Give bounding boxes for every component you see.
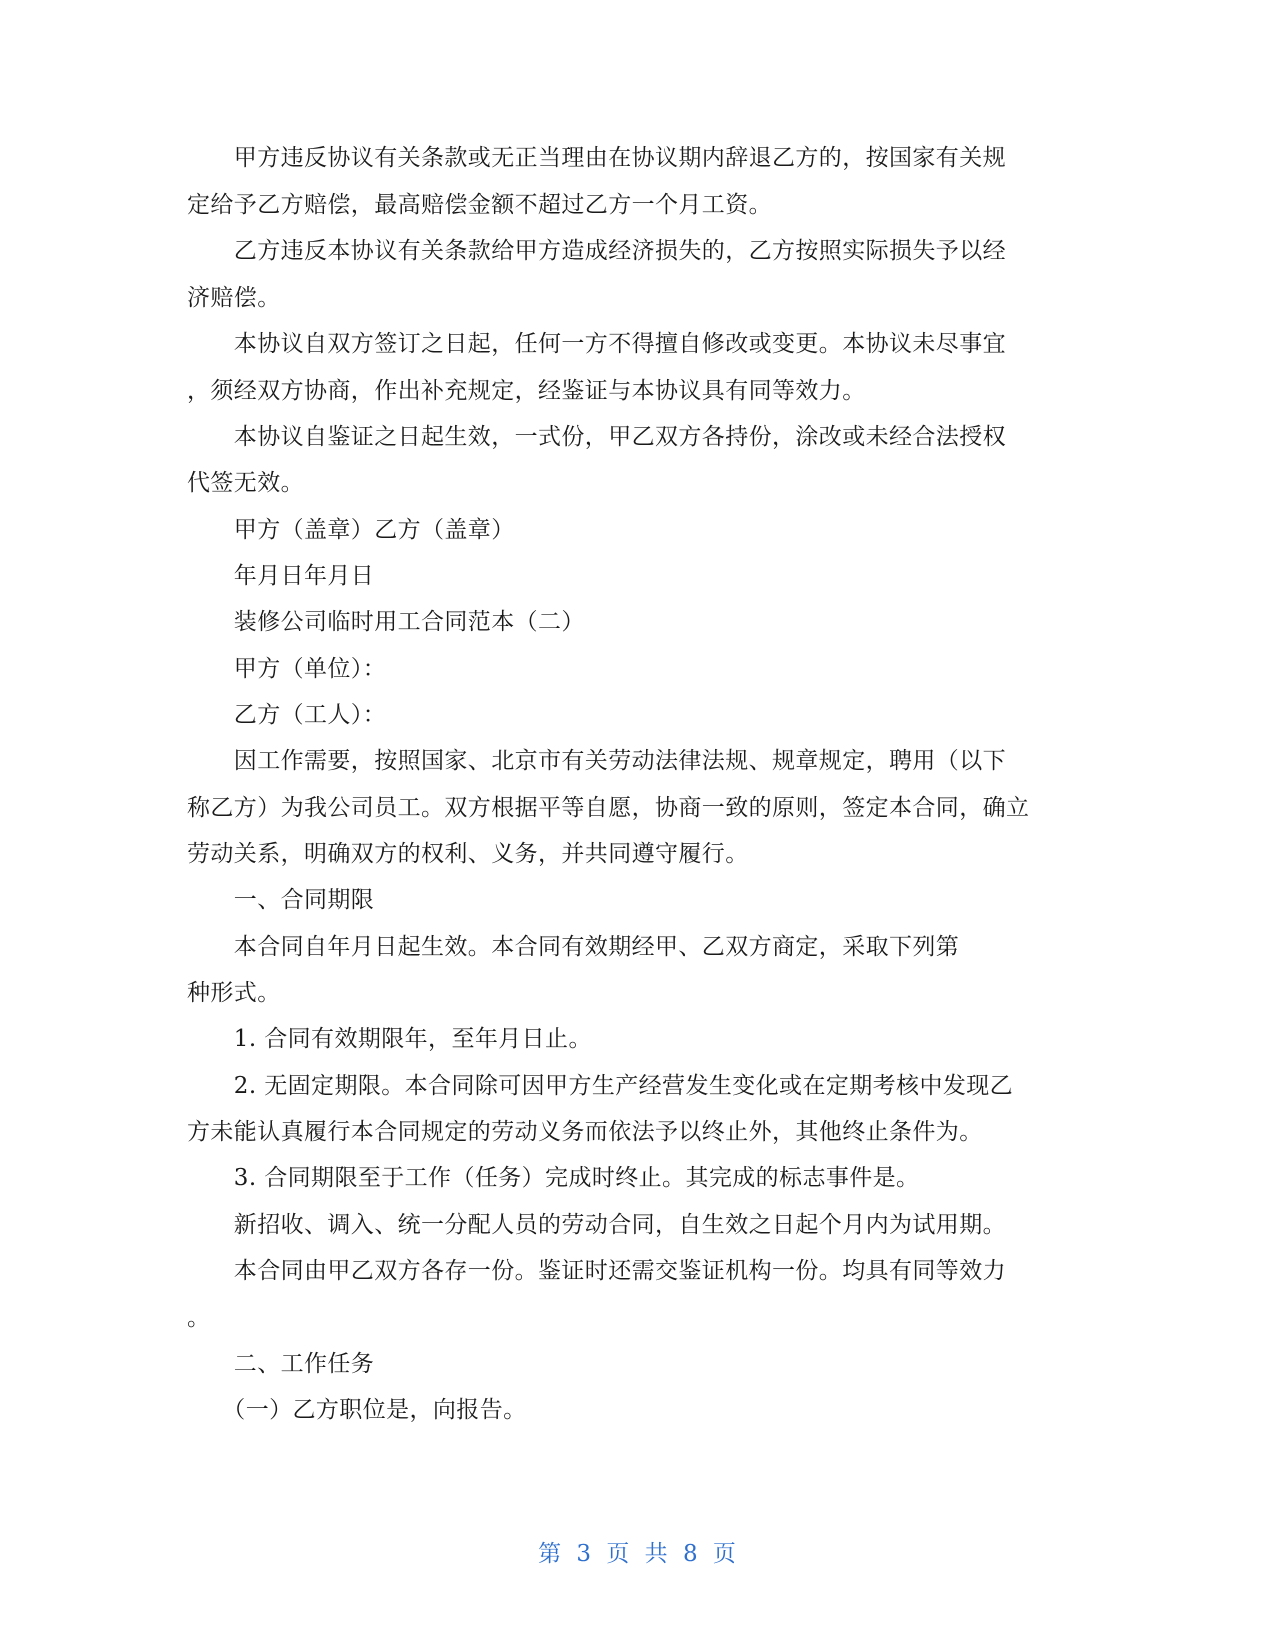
text-line: 年月日年月日 [187, 563, 375, 589]
text-line: 装修公司临时用工合同范本（二） [187, 609, 585, 635]
text-line: 2. 无固定期限。本合同除可因甲方生产经营发生变化或在定期考核中发现乙 [187, 1073, 1014, 1099]
text-line: 定给予乙方赔偿，最高赔偿金额不超过乙方一个月工资。 [187, 192, 772, 218]
text-line: 一、合同期限 [187, 887, 375, 913]
text-line: ，须经双方协商，作出补充规定，经鉴证与本协议具有同等效力。 [187, 378, 866, 404]
text-line: 。 [187, 1305, 211, 1331]
text-line: 3. 合同期限至于工作（任务）完成时终止。其完成的标志事件是。 [187, 1165, 920, 1191]
text-line: 甲方（单位）： [187, 656, 387, 682]
text-line: 1. 合同有效期限年，至年月日止。 [187, 1026, 592, 1052]
text-line: 甲方违反协议有关条款或无正当理由在协议期内辞退乙方的，按国家有关规 [187, 145, 1006, 171]
text-line: 本合同由甲乙双方各存一份。鉴证时还需交鉴证机构一份。均具有同等效力 [187, 1258, 1006, 1284]
text-line: 济赔偿。 [187, 285, 281, 311]
page-number-footer: 第 3 页 共 8 页 [538, 1541, 737, 1567]
text-line: 新招收、调入、统一分配人员的劳动合同，自生效之日起个月内为试用期。 [187, 1212, 1006, 1238]
text-line: 本协议自双方签订之日起，任何一方不得擅自修改或变更。本协议未尽事宜 [187, 331, 1006, 357]
text-line: 二、工作任务 [187, 1351, 375, 1377]
text-line: 甲方（盖章）乙方（盖章） [187, 517, 515, 543]
text-line: （一）乙方职位是，向报告。 [187, 1397, 527, 1423]
text-line: 因工作需要，按照国家、北京市有关劳动法律法规、规章规定，聘用（以下 [187, 748, 1006, 774]
text-line: 劳动关系，明确双方的权利、义务，并共同遵守履行。 [187, 841, 749, 867]
text-line: 代签无效。 [187, 470, 304, 496]
text-line: 乙方违反本协议有关条款给甲方造成经济损失的，乙方按照实际损失予以经 [187, 238, 1006, 264]
text-line: 乙方（工人）： [187, 702, 387, 728]
text-line: 种形式。 [187, 980, 281, 1006]
text-line: 本协议自鉴证之日起生效，一式份，甲乙双方各持份，涂改或未经合法授权 [187, 424, 1006, 450]
text-line: 方未能认真履行本合同规定的劳动义务而依法予以终止外，其他终止条件为。 [187, 1119, 983, 1145]
text-line: 称乙方）为我公司员工。双方根据平等自愿，协商一致的原则，签定本合同，确立 [187, 795, 1030, 821]
text-line: 本合同自年月日起生效。本合同有效期经甲、乙双方商定，采取下列第 [187, 934, 960, 960]
